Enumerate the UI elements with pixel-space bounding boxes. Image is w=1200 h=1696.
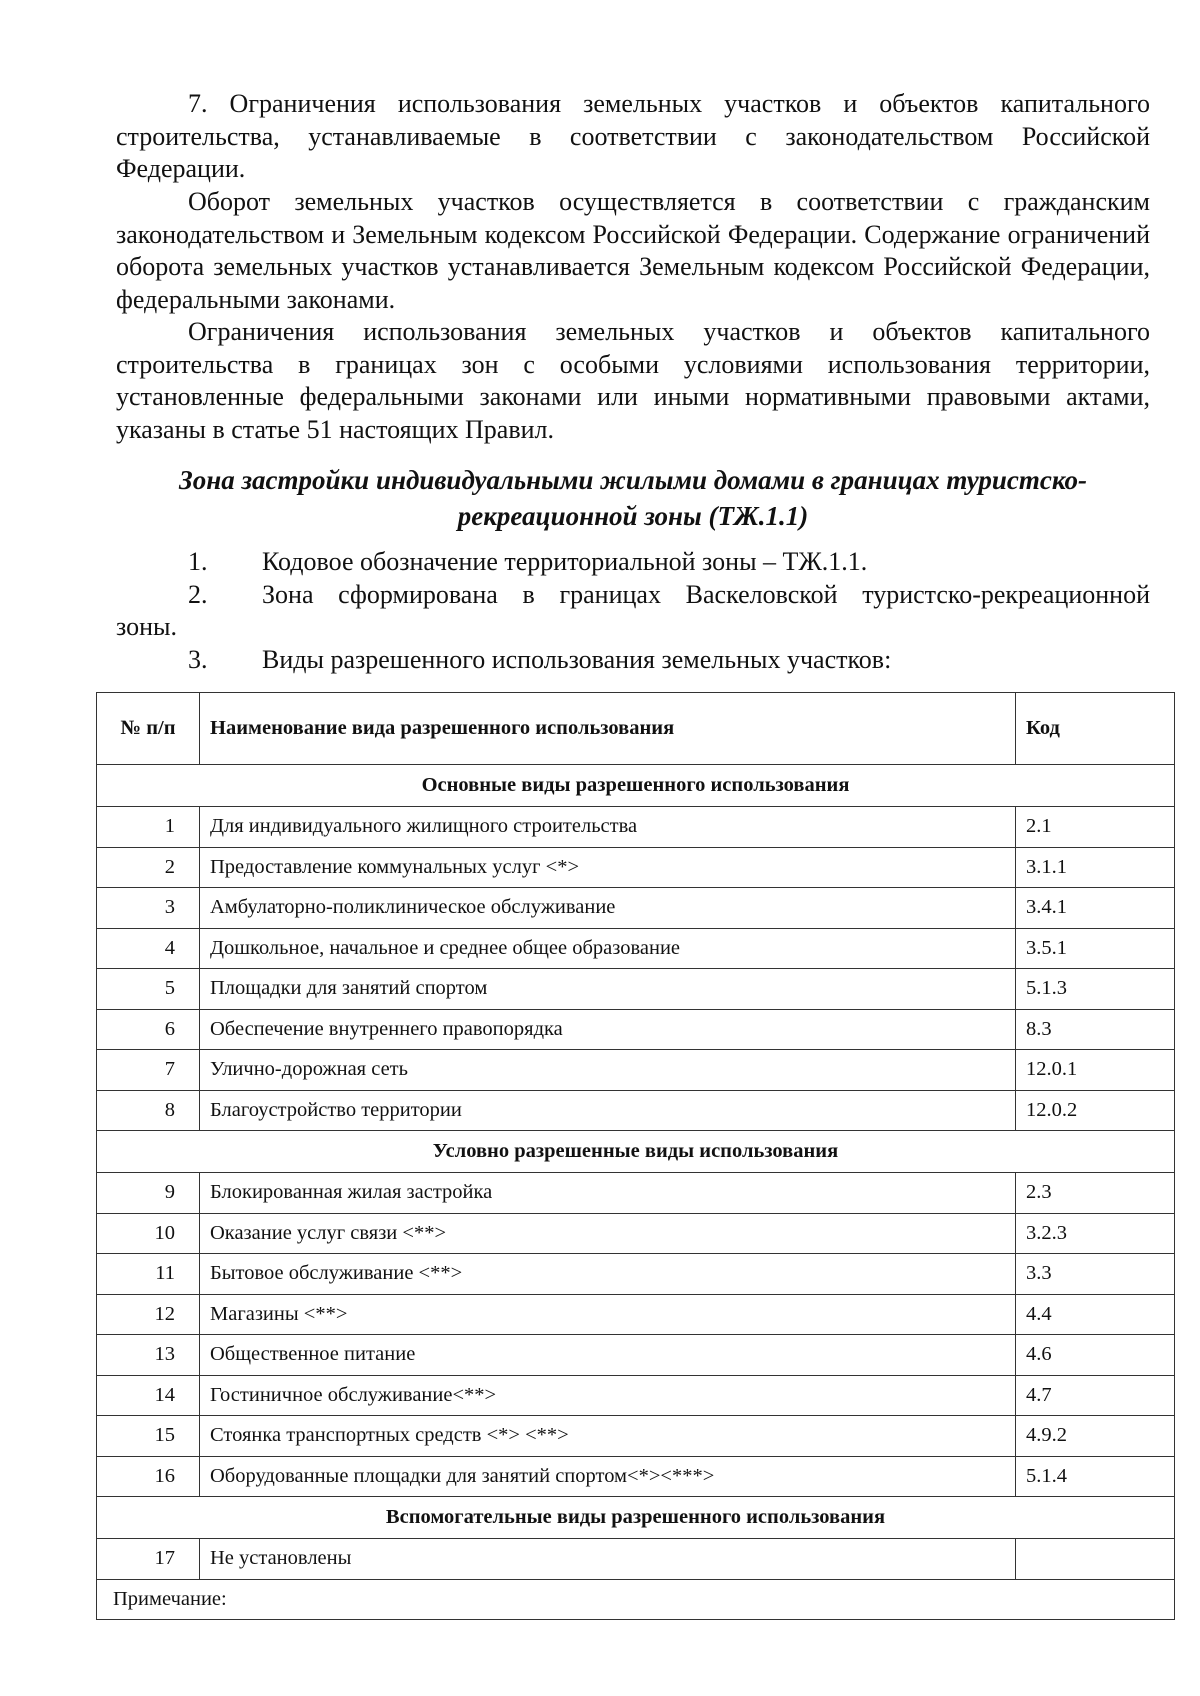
row-number: 3 <box>97 888 200 929</box>
row-name: Предоставление коммунальных услуг <*> <box>200 847 1016 888</box>
permitted-uses-table <box>96 692 1175 1620</box>
row-name: Дошкольное, начальное и среднее общее образование <box>200 928 1016 969</box>
table-header-row <box>97 693 1175 765</box>
row-name: Оборудованные площадки для занятий спортом<*><***> <box>200 1456 1016 1497</box>
header-number: № п/п <box>97 693 200 765</box>
row-code: 2.1 <box>1016 807 1175 848</box>
table-row <box>97 1335 1175 1376</box>
section-title: Условно разрешенные виды использования <box>97 1131 1175 1173</box>
header-code: Код <box>1016 693 1175 765</box>
table-row <box>97 1456 1175 1497</box>
row-code <box>1016 1539 1175 1580</box>
row-code: 4.4 <box>1016 1294 1175 1335</box>
row-code: 3.2.3 <box>1016 1213 1175 1254</box>
row-number: 11 <box>97 1254 200 1295</box>
table-row <box>97 1416 1175 1457</box>
row-name: Площадки для занятий спортом <box>200 969 1016 1010</box>
row-name: Оказание услуг связи <**> <box>200 1213 1016 1254</box>
paragraph-land-turnover: Оборот земельных участков осуществляется в соответствии с гражданским законодательством и Земельным кодексом Российской Федерации. Содержание ограничений оборота земельных участков устанавливается Земельным кодексом Российской Федерации, федеральными законами. <box>116 187 1150 314</box>
list-item-text: Виды разрешенного использования земельных участков: <box>262 644 892 674</box>
row-number: 10 <box>97 1213 200 1254</box>
table-row <box>97 1173 1175 1214</box>
row-name: Блокированная жилая застройка <box>200 1173 1016 1214</box>
list-item-text: Кодовое обозначение территориальной зоны – ТЖ.1.1. <box>262 547 868 576</box>
row-number: 17 <box>97 1539 200 1580</box>
table-row <box>97 888 1175 929</box>
row-code: 2.3 <box>1016 1173 1175 1214</box>
row-code: 12.0.1 <box>1016 1050 1175 1091</box>
row-number: 9 <box>97 1173 200 1214</box>
row-code: 3.1.1 <box>1016 847 1175 888</box>
table-row <box>97 1539 1175 1580</box>
row-name: Амбулаторно-поликлиническое обслуживание <box>200 888 1016 929</box>
row-name: Бытовое обслуживание <**> <box>200 1254 1016 1295</box>
table-row <box>97 1090 1175 1131</box>
list-item-continuation: зоны. <box>116 612 178 641</box>
table-section-row <box>97 1131 1175 1173</box>
row-number: 1 <box>97 807 200 848</box>
section-title: Основные виды разрешенного использования <box>97 765 1175 807</box>
table-row <box>97 1294 1175 1335</box>
row-name: Благоустройство территории <box>200 1090 1016 1131</box>
row-code: 4.6 <box>1016 1335 1175 1376</box>
row-code: 3.5.1 <box>1016 928 1175 969</box>
list-item-text: Зона сформирована в границах Васкеловской туристско-рекреационной <box>262 579 1150 609</box>
table-row <box>97 847 1175 888</box>
row-code: 4.7 <box>1016 1375 1175 1416</box>
row-number: 15 <box>97 1416 200 1457</box>
row-number: 13 <box>97 1335 200 1376</box>
row-code: 5.1.3 <box>1016 969 1175 1010</box>
table-row <box>97 807 1175 848</box>
row-code: 3.3 <box>1016 1254 1175 1295</box>
table-row <box>97 1050 1175 1091</box>
row-number: 4 <box>97 928 200 969</box>
table-body <box>97 765 1175 1620</box>
row-code: 3.4.1 <box>1016 888 1175 929</box>
zone-title: Зона застройки индивидуальными жилыми домами в границах туристско-рекреационной зоны (ТЖ.1.1) <box>178 465 1087 531</box>
header-name: Наименование вида разрешенного использования <box>200 693 1016 765</box>
table-row <box>97 969 1175 1010</box>
row-number: 16 <box>97 1456 200 1497</box>
paragraph-restrictions: 7. Ограничения использования земельных участков и объектов капитального строительства, устанавливаемые в соответствии с законодательством Российской Федерации. <box>116 89 1150 183</box>
list-item-number: 2. <box>188 579 208 609</box>
row-name: Стоянка транспортных средств <*> <**> <box>200 1416 1016 1457</box>
row-number: 2 <box>97 847 200 888</box>
list-item <box>116 644 1150 677</box>
table-note-row <box>97 1579 1175 1619</box>
row-name: Для индивидуального жилищного строительства <box>200 807 1016 848</box>
row-number: 8 <box>97 1090 200 1131</box>
table-row <box>97 928 1175 969</box>
table-row <box>97 1009 1175 1050</box>
list-item <box>116 546 1150 579</box>
row-number: 14 <box>97 1375 200 1416</box>
row-name: Не установлены <box>200 1539 1016 1580</box>
table-section-row <box>97 1497 1175 1539</box>
table-row <box>97 1375 1175 1416</box>
row-code: 4.9.2 <box>1016 1416 1175 1457</box>
section-title: Вспомогательные виды разрешенного использования <box>97 1497 1175 1539</box>
list-item <box>116 579 1150 612</box>
row-name: Магазины <**> <box>200 1294 1016 1335</box>
table-row <box>97 1254 1175 1295</box>
row-number: 5 <box>97 969 200 1010</box>
row-name: Улично-дорожная сеть <box>200 1050 1016 1091</box>
table-section-row <box>97 765 1175 807</box>
table-row <box>97 1213 1175 1254</box>
row-code: 5.1.4 <box>1016 1456 1175 1497</box>
row-number: 7 <box>97 1050 200 1091</box>
row-name: Обеспечение внутреннего правопорядка <box>200 1009 1016 1050</box>
list-item-number: 3. <box>188 644 208 674</box>
table-note: Примечание: <box>97 1579 1175 1619</box>
list-item-number: 1. <box>188 547 208 576</box>
paragraph-special-zones: Ограничения использования земельных участков и объектов капитального строительства в границах зон с особыми условиями использования территории, установленные федеральными законами или иными нормативными правовыми актами, указаны в статье 51 настоящих Правил. <box>116 317 1150 444</box>
row-number: 6 <box>97 1009 200 1050</box>
zone-list <box>116 546 1150 676</box>
row-name: Гостиничное обслуживание<**> <box>200 1375 1016 1416</box>
row-code: 8.3 <box>1016 1009 1175 1050</box>
row-code: 12.0.2 <box>1016 1090 1175 1131</box>
row-name: Общественное питание <box>200 1335 1016 1376</box>
row-number: 12 <box>97 1294 200 1335</box>
